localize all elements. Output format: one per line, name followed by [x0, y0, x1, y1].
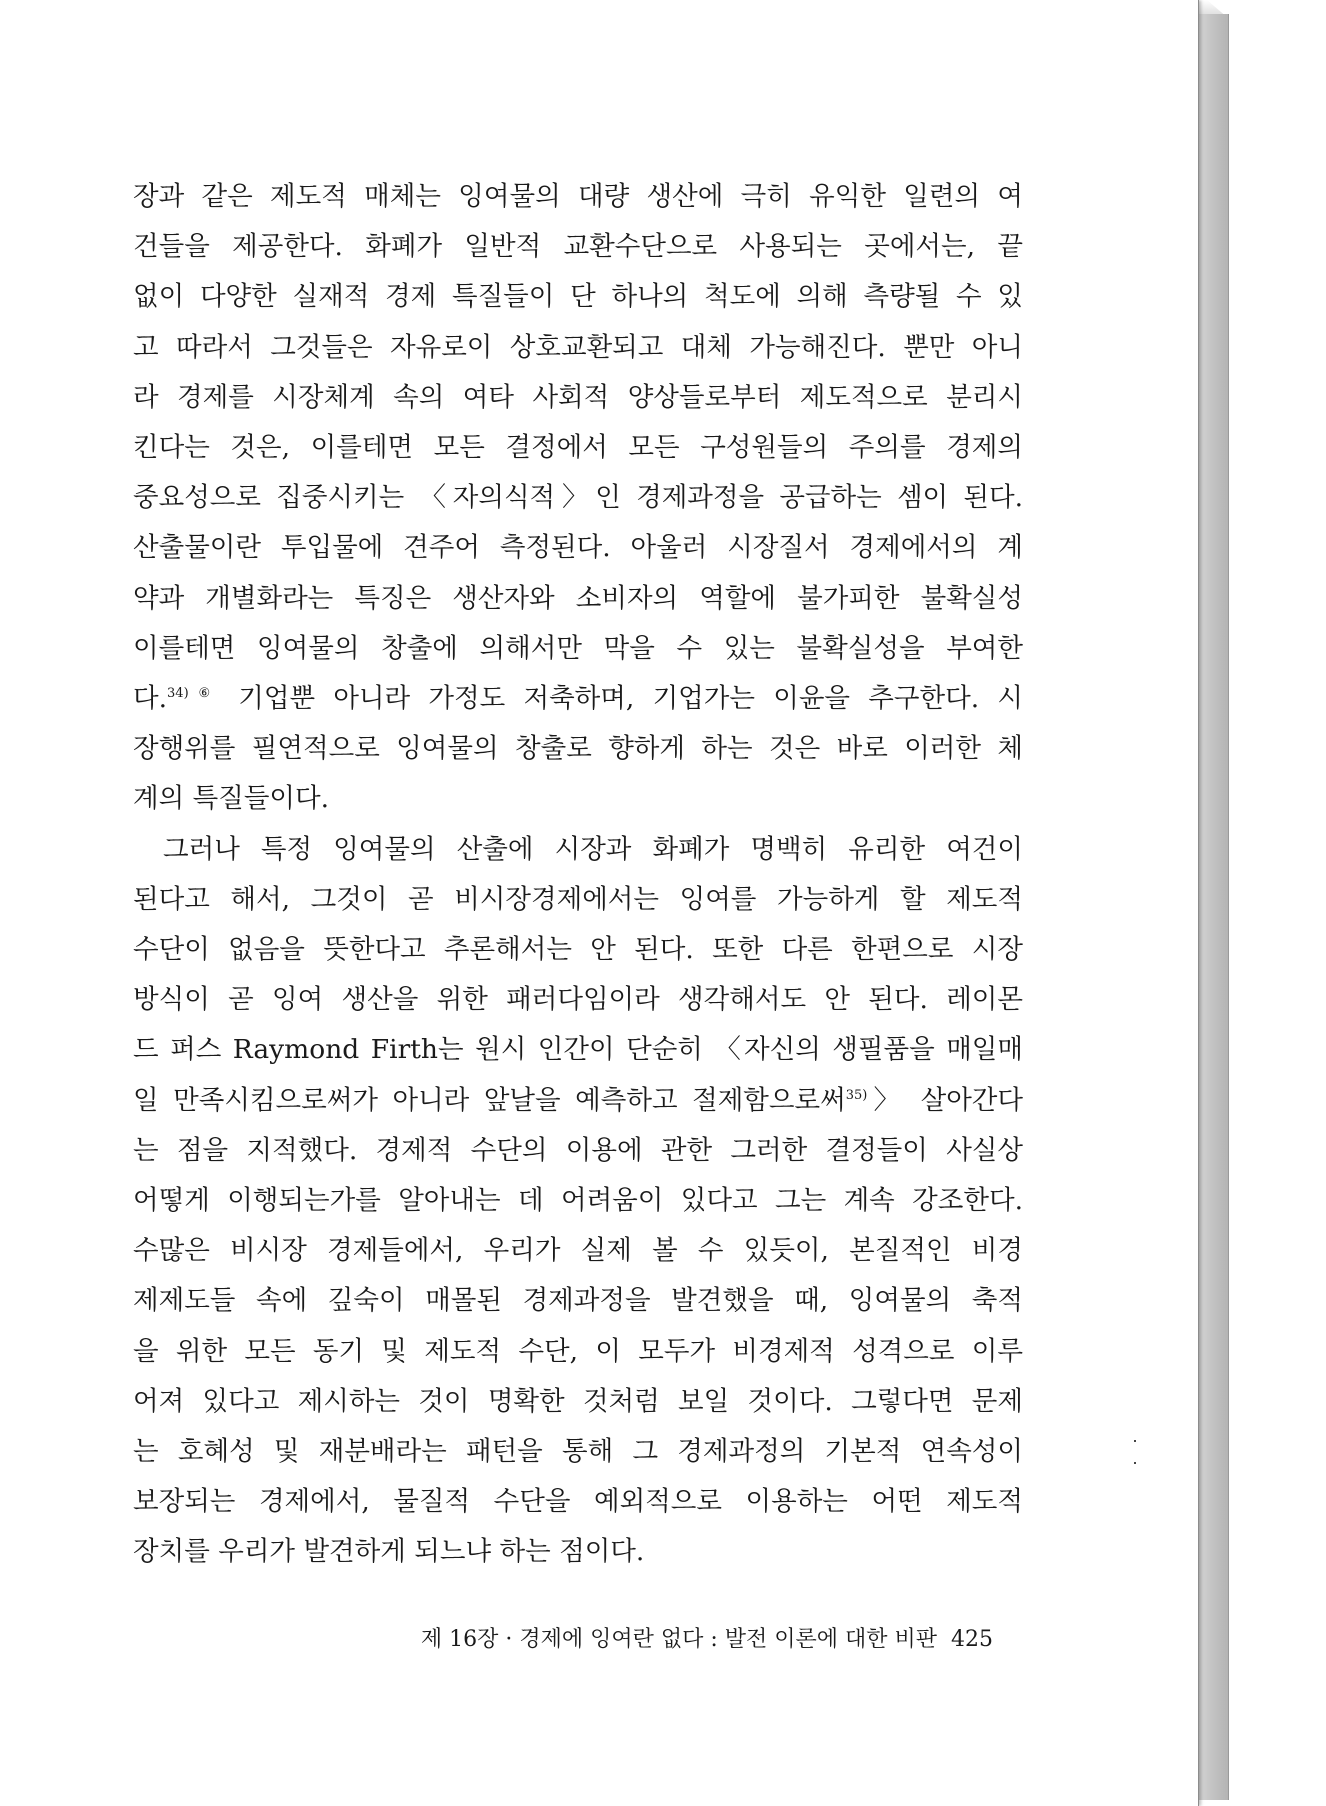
page-number: 425 [951, 1627, 993, 1652]
text-line [133, 1076, 1023, 1126]
text-segment: 〉 살아간다 [867, 1084, 1024, 1116]
text-line: 킨다는 것은, 이를테면 모든 결정에서 모든 구성원들의 주의를 경제의 [133, 432, 1023, 464]
text-line: 방식이 곧 잉여 생산을 위한 패러다임이라 생각해서도 안 된다. 레이몬 [133, 984, 1023, 1016]
text-line: 된다고 해서, 그것이 곧 비시장경제에서는 잉여를 가능하게 할 제도적 [133, 883, 1023, 915]
footnote-ref: 35) [845, 1087, 868, 1103]
text-segment: 다. [133, 683, 168, 715]
running-head: 제 16장 · 경제에 잉여란 없다 : 발전 이론에 대한 비판 [420, 1627, 937, 1652]
text-line: 라 경제를 시장체계 속의 여타 사회적 양상들로부터 제도적으로 분리시 [133, 381, 1023, 413]
text-line: 이를테면 잉여물의 창출에 의해서만 막을 수 있는 불확실성을 부여한 [133, 632, 1023, 664]
text-line: 산출물이란 투입물에 견주어 측정된다. 아울러 시장질서 경제에서의 계 [133, 532, 1023, 564]
text-line: 을 위한 모든 동기 및 제도적 수단, 이 모두가 비경제적 성격으로 이루 [133, 1335, 1023, 1367]
text-segment: 일 만족시킴으로써가 아니라 앞날을 예측하고 절제함으로써 [133, 1084, 846, 1116]
page-stack-edge [1198, 14, 1229, 1800]
text-line: 는 점을 지적했다. 경제적 수단의 이용에 관한 그러한 결정들이 사실상 [133, 1134, 1023, 1166]
text-line: 드 퍼스 Raymond Firth는 원시 인간이 단순히 〈자신의 생필품을 매일매 [133, 1034, 1023, 1066]
text-line: 보장되는 경제에서, 물질적 수단을 예외적으로 이용하는 어떤 제도적 [133, 1486, 1023, 1518]
text-line: 장과 같은 제도적 매체는 잉여물의 대량 생산에 극히 유익한 일련의 여 [133, 181, 1023, 212]
text-line: 약과 개별화라는 특징은 생산자와 소비자의 역할에 불가피한 불확실성 [133, 582, 1023, 614]
page-footer [368, 1622, 993, 1653]
text-segment: 기업뿐 아니라 가정도 저축하며, 기업가는 이윤을 추구한다. 시 [220, 683, 1023, 715]
text-line: 계의 특질들이다. [133, 783, 330, 815]
text-line: 어져 있다고 제시하는 것이 명확한 것처럼 보일 것이다. 그렇다면 문제 [133, 1385, 1023, 1417]
text-line: 중요성으로 집중시키는 〈자의식적〉인 경제과정을 공급하는 셈이 된다. [133, 482, 1023, 514]
text-line: 없이 다양한 실재적 경제 특질들이 단 하나의 척도에 의해 측량될 수 있 [133, 281, 1023, 313]
footnote-ref: 34)⑥ [167, 686, 220, 702]
text-line: 그러나 특정 잉여물의 산출에 시장과 화폐가 명백히 유리한 여건이 [163, 833, 1023, 865]
text-line: 장치를 우리가 발견하게 되느냐 하는 점이다. [133, 1536, 645, 1568]
text-line: 수단이 없음을 뜻한다고 추론해서는 안 된다. 또한 다른 한편으로 시장 [133, 934, 1023, 966]
text-line: 장행위를 필연적으로 잉여물의 창출로 향하게 하는 것은 바로 이러한 체 [133, 733, 1023, 765]
text-line: 고 따라서 그것들은 자유로이 상호교환되고 대체 가능해진다. 뿐만 아니 [133, 331, 1023, 363]
body-text [133, 172, 1023, 1578]
text-line: 어떻게 이행되는가를 알아내는 데 어려움이 있다고 그는 계속 강조한다. [133, 1185, 1023, 1217]
text-line: 는 호혜성 및 재분배라는 패턴을 통해 그 경제과정의 기본적 연속성이 [133, 1436, 1023, 1468]
text-line: 수많은 비시장 경제들에서, 우리가 실제 볼 수 있듯이, 본질적인 비경 [133, 1235, 1023, 1267]
text-line [133, 674, 1023, 724]
text-line: 건들을 제공한다. 화폐가 일반적 교환수단으로 사용되는 곳에서는, 끝 [133, 231, 1023, 263]
margin-specks [1134, 1440, 1138, 1466]
text-line: 제제도들 속에 깊숙이 매몰된 경제과정을 발견했을 때, 잉여물의 축적 [133, 1285, 1023, 1317]
